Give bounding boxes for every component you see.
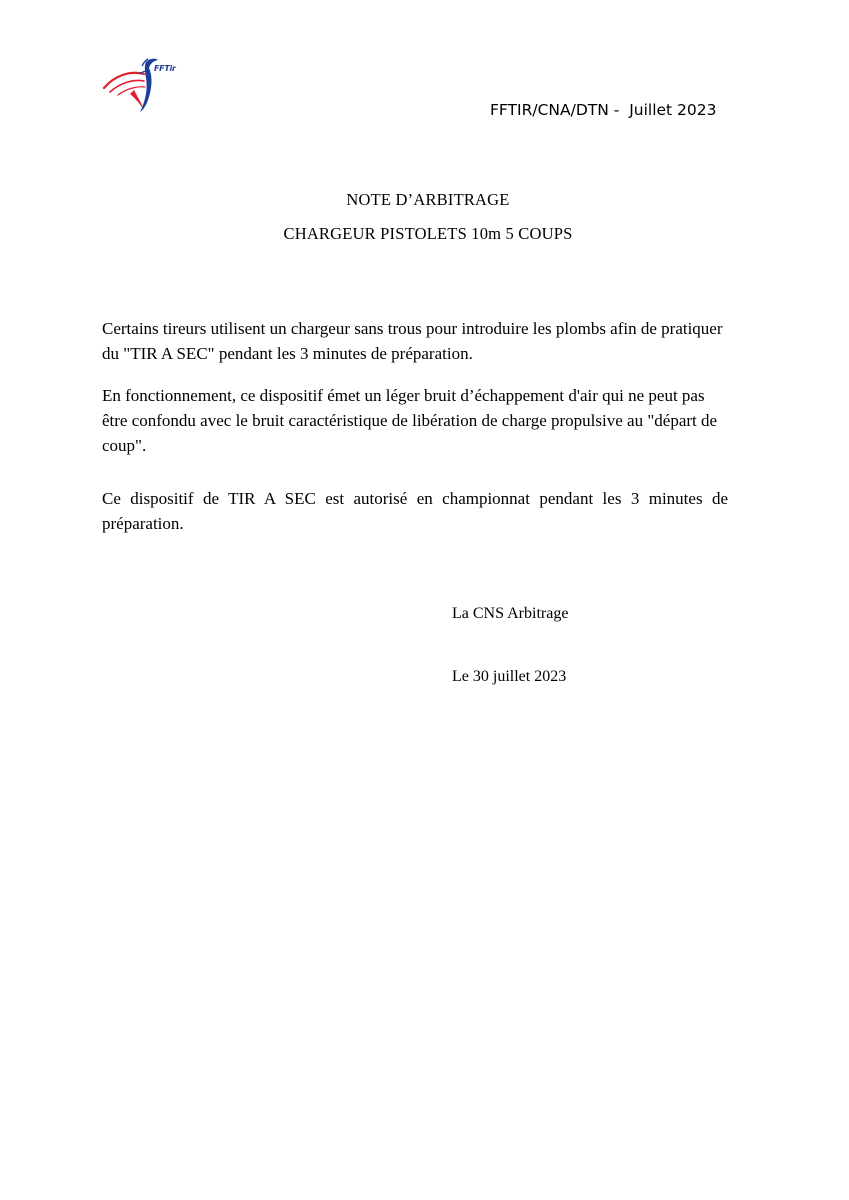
fftir-logo-text: FFTir [154,64,176,73]
paragraph-3: Ce dispositif de TIR A SEC est autorisé en championnat pendant les 3 minutes de préparation. [102,489,728,533]
paragraph-1: Certains tireurs utilisent un chargeur sans trous pour introduire les plombs afin de pratiquer du "TIR A SEC" pendant les 3 minutes de préparation. [102,319,723,363]
fftir-logo-mark [100,52,200,114]
document-subtitle: CHARGEUR PISTOLETS 10m 5 COUPS [283,224,573,243]
fftir-logo [100,52,200,114]
paragraph-2: En fonctionnement, ce dispositif émet un léger bruit d’échappement d'air qui ne peut pas être confondu avec le bruit caractéristique de libération de charge propulsive au "départ de coup". [102,386,718,455]
document-title: NOTE D’ARBITRAGE [346,190,510,209]
signature-date: Le 30 juillet 2023 [452,668,567,685]
document-reference: FFTIR/CNA/DTN - Juillet 2023 [490,101,717,119]
signature-author: La CNS Arbitrage [452,605,569,622]
